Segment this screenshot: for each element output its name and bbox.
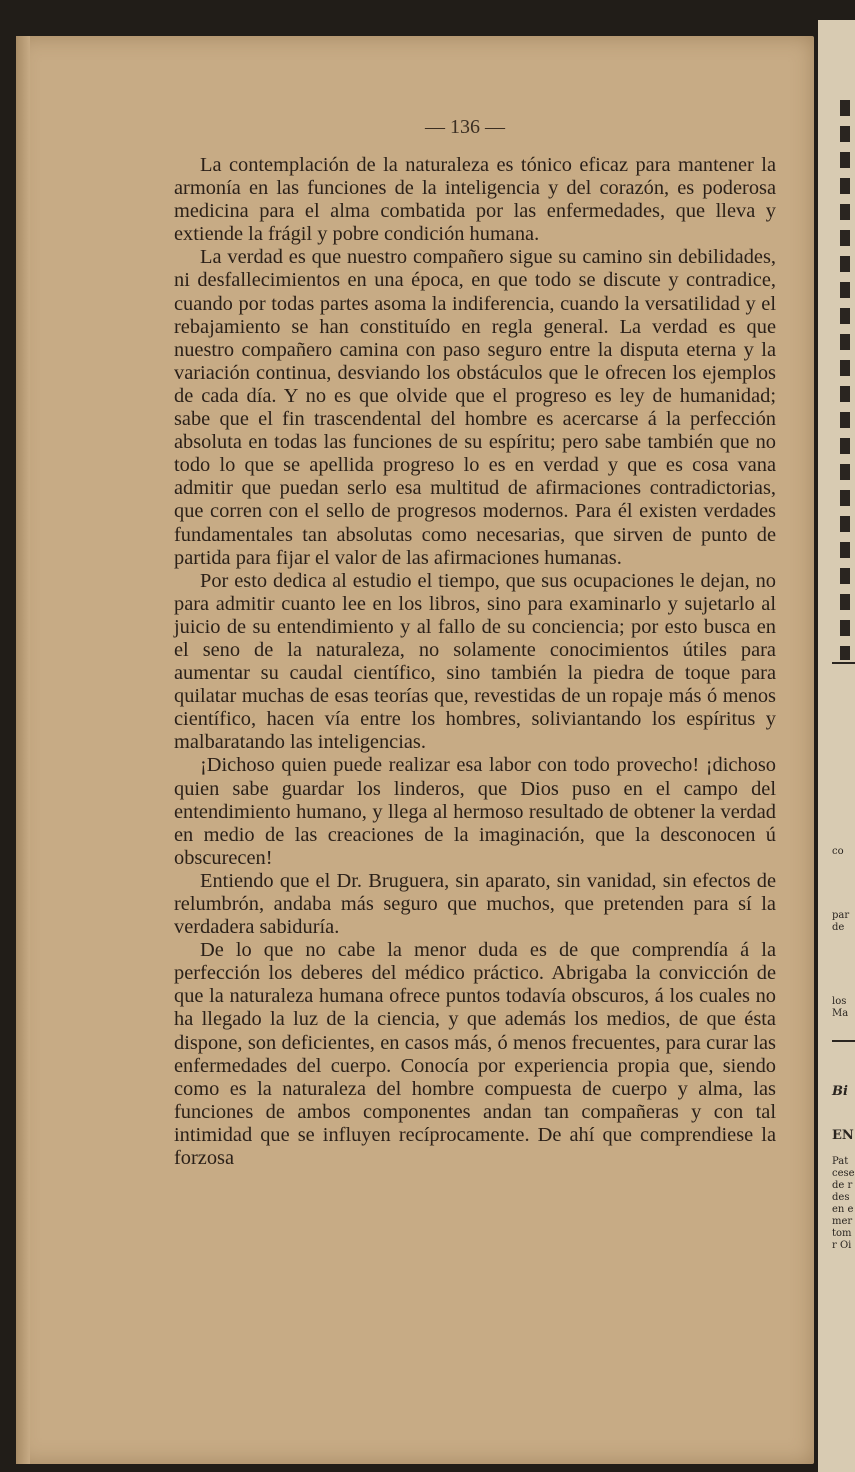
text-fragment: EN bbox=[832, 1128, 854, 1143]
body-text bbox=[174, 154, 776, 1170]
paragraph: La contemplación de la naturaleza es tónico eficaz para mantener la armonía en las funciones de la inteligencia y del corazón, es poderosa medicina para el alma combatida por las enfermedades, que lleva y extiende la frágil y pobre condición humana. bbox=[174, 154, 776, 246]
text-fragment: de bbox=[832, 922, 845, 933]
decorative-border bbox=[840, 100, 850, 660]
text-fragment: des bbox=[832, 1192, 850, 1203]
adjacent-page-edge bbox=[818, 20, 855, 1472]
text-fragment: en e bbox=[832, 1204, 854, 1215]
text-fragment: Pat bbox=[832, 1156, 849, 1167]
text-fragment: cese bbox=[832, 1168, 855, 1179]
paragraph: Entiendo que el Dr. Bruguera, sin aparato, sin vanidad, sin efectos de relumbrón, andaba más seguro que muchos, que pretenden para sí la verdadera sabiduría. bbox=[174, 869, 776, 939]
rule-line bbox=[832, 1040, 855, 1042]
text-fragment: tom bbox=[832, 1228, 852, 1239]
text-fragment: r Oi bbox=[832, 1240, 852, 1251]
paragraph: ¡Dichoso quien puede realizar esa labor con todo provecho! ¡dichoso quien sabe guardar los linderos, que Dios puso en el campo del entendimiento humano, y llega al hermoso resultado de obtener la verdad en medio de las creaciones de la imaginación, que la desconocen ú obscurecen! bbox=[174, 754, 776, 869]
page-number: — 136 — bbox=[425, 116, 505, 138]
text-fragment: Ma bbox=[832, 1008, 849, 1019]
text-fragment: mer bbox=[832, 1216, 853, 1227]
text-fragment: co bbox=[832, 846, 844, 857]
paragraph: Por esto dedica al estudio el tiempo, que sus ocupaciones le dejan, no para admitir cuanto lee en los libros, sino para examinarlo y sujetarlo al juicio de su entendimiento y al fallo de su conciencia; por esto busca en el seno de la naturaleza, no solamente conocimientos útiles para aumentar su caudal científico, sino también la piedra de toque para quilatar muchas de esas teorías que, revestidas de un ropaje más ó menos científico, hacen vía entre los hombres, soliviantando los espíritus y malbaratando las inteligencias. bbox=[174, 569, 776, 754]
rule-line bbox=[832, 662, 855, 664]
paragraph: De lo que no cabe la menor duda es de que comprendía á la perfección los deberes del médico práctico. Abrigaba la convicción de que la naturaleza humana ofrece puntos todavía obscuros, á los cuales no ha llegado la luz de la ciencia, y que además los medios, de que ésta dispone, son deficientes, en casos más, ó menos frecuentes, para curar las enfermedades del cuerpo. Conocía por experiencia propia que, siendo como es la naturaleza del hombre compuesta de cuerpo y alma, las funciones de ambos componentes andan tan compañeras y con tal intimidad que se influyen recíprocamente. De ahí que comprendiese la forzosa bbox=[174, 939, 776, 1170]
text-fragment: Bi bbox=[832, 1084, 848, 1099]
text-fragment: par bbox=[832, 910, 850, 921]
page-gutter-shadow bbox=[16, 36, 30, 1464]
text-fragment: de r bbox=[832, 1180, 853, 1191]
paragraph: La verdad es que nuestro compañero sigue su camino sin debilidades, ni desfallecimientos en una época, en que todo se discute y contradice, cuando por todas partes asoma la indiferencia, cuando la versatilidad y el rebajamiento se han constituído en regla general. La verdad es que nuestro compañero camina con paso seguro entre la disputa eterna y la variación continua, desviando los obstáculos que le ofrecen los ejemplos de cada día. Y no es que olvide que el progreso es ley de humanidad; sabe que el fin trascendental del hombre es acercarse á la perfección absoluta en todas las funciones de su espíritu; pero sabe también que no todo lo que se apellida progreso lo es en verdad y que es cosa vana admitir que puedan serlo esa multitud de afirmaciones contradictorias, que corren con el sello de progresos modernos. Para él existen verdades fundamentales tan absolutas como necesarias, que sirven de punto de partida para fijar el valor de las afirmaciones humanas. bbox=[174, 246, 776, 569]
text-fragment: los bbox=[832, 996, 847, 1007]
